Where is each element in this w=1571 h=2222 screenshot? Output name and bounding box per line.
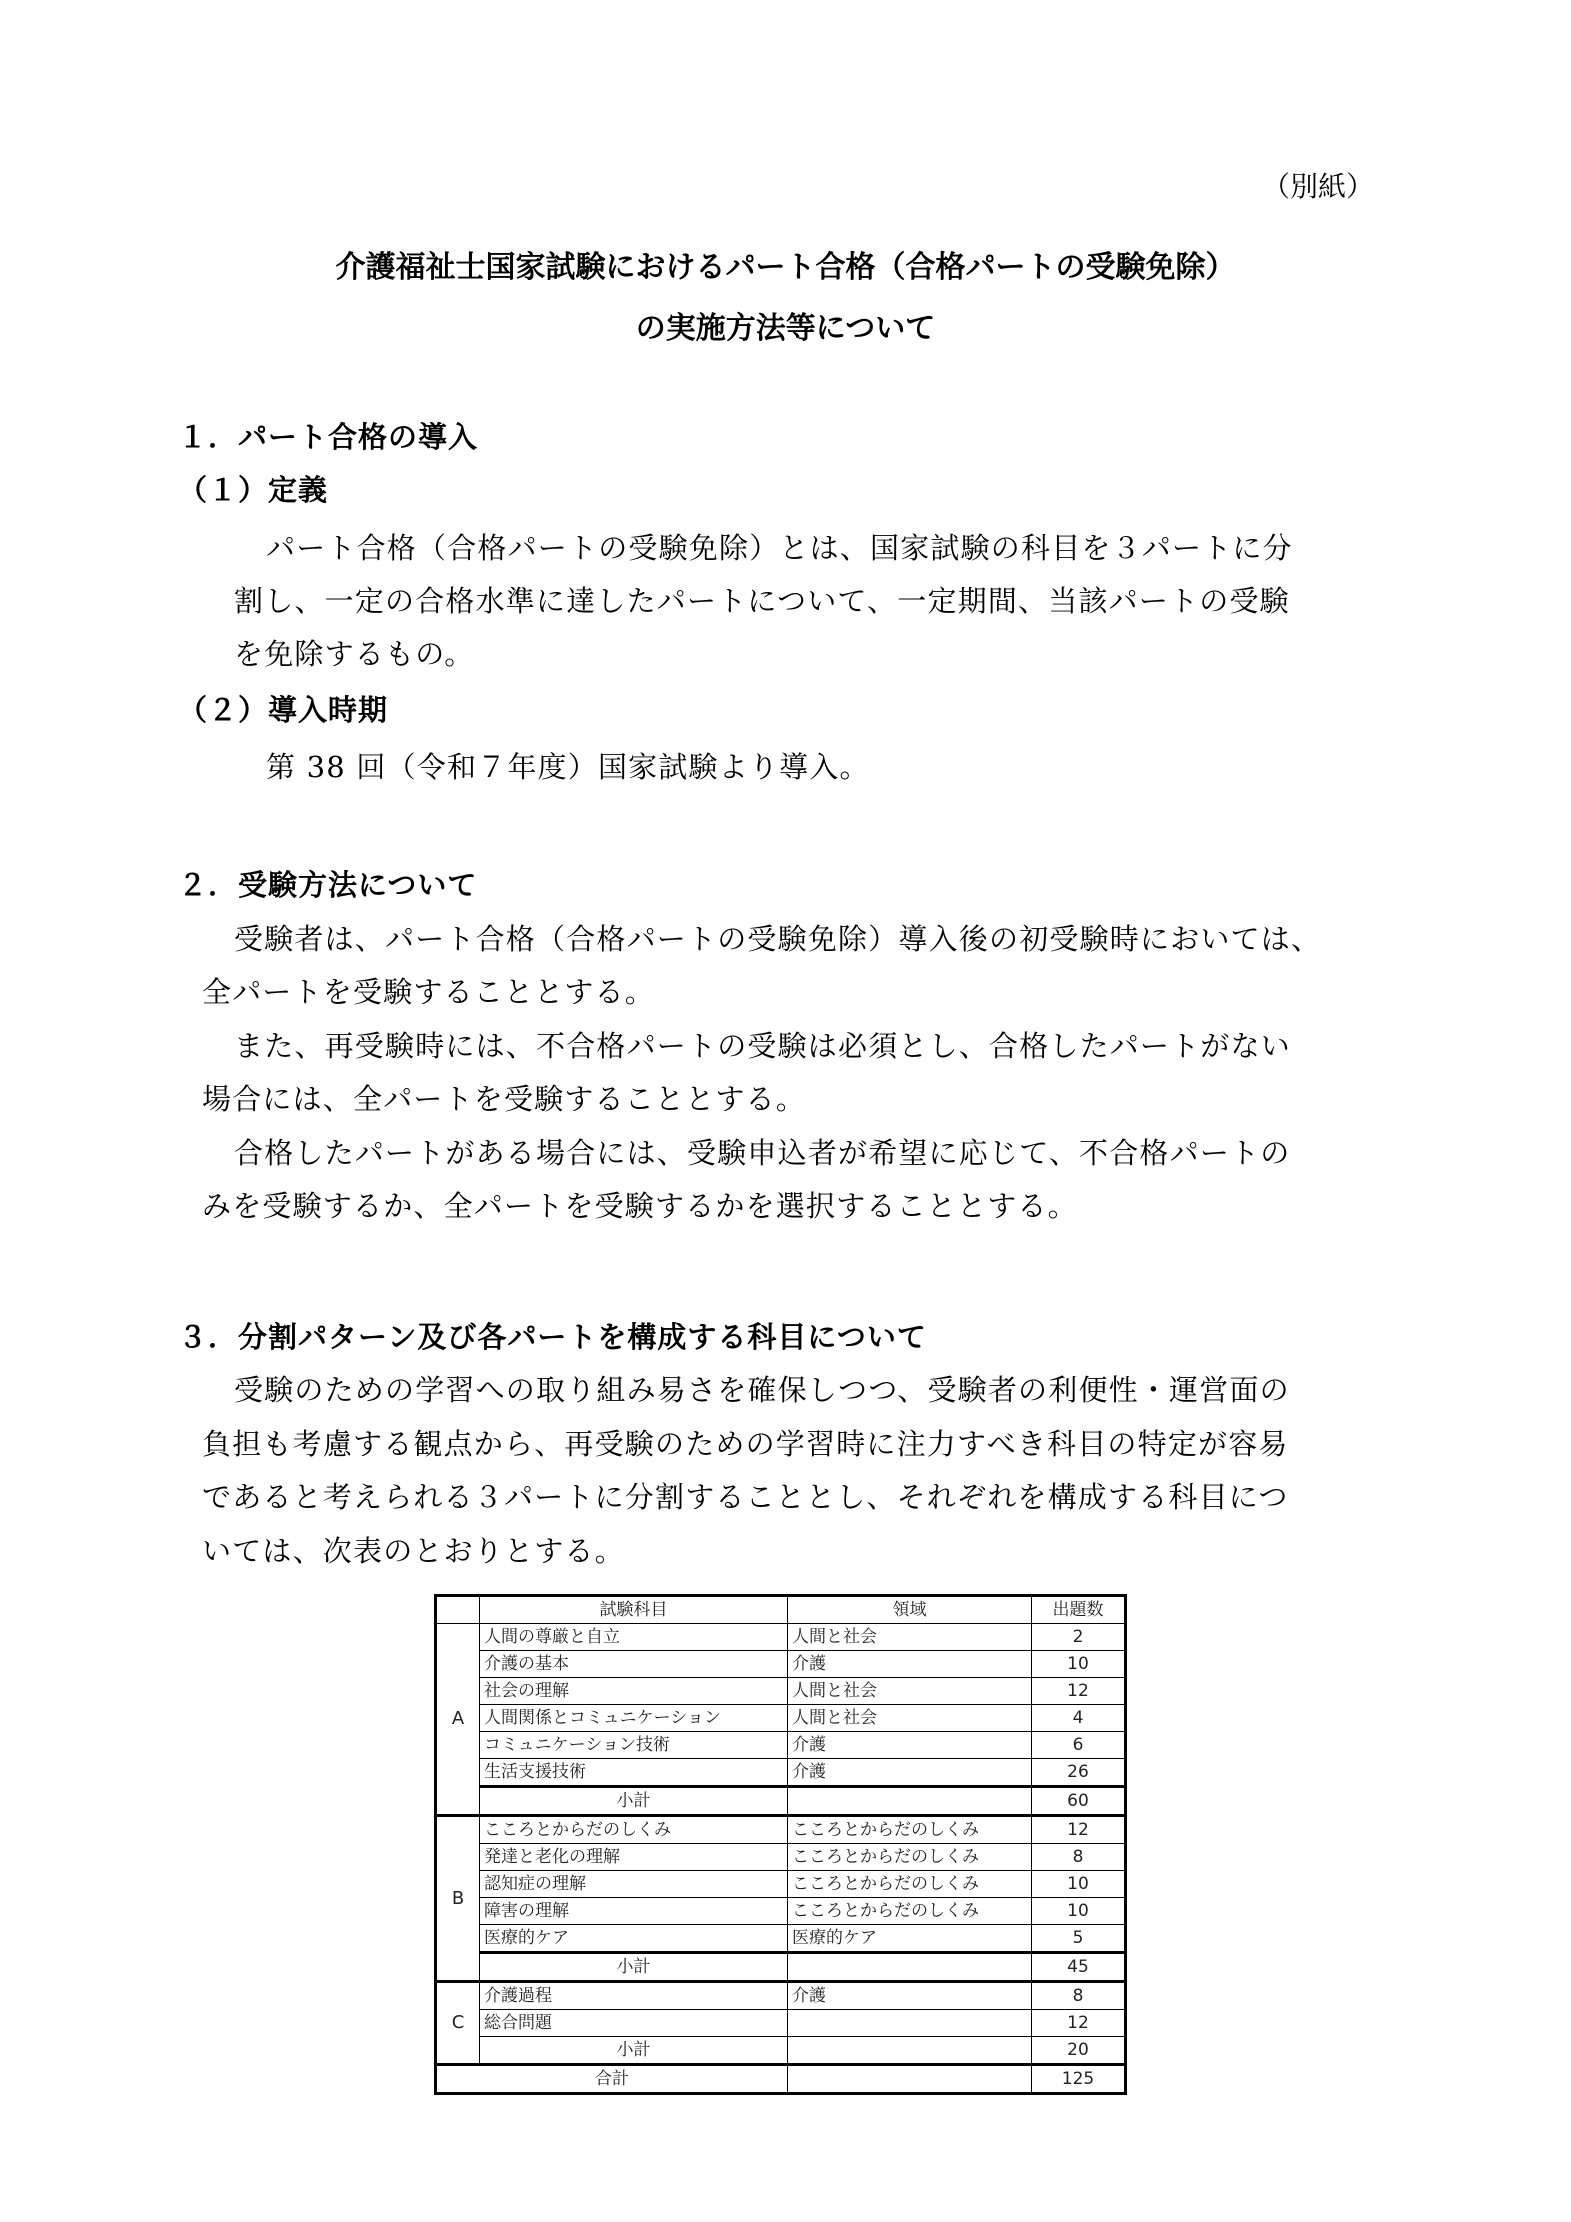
section1-sub2-line: 第 38 回（令和７年度）国家試験より導入。 [266,750,870,784]
total-domain-empty [788,2065,1032,2094]
table-row [436,2010,1126,2037]
subtotal-domain-empty [788,1953,1032,1982]
subject-cell: 介護の基本 [480,1651,788,1678]
header-count: 出題数 [1032,1596,1126,1624]
table-row [436,1925,1126,1953]
section2-line: 場合には、全パートを受験することとする。 [202,1082,807,1116]
table-row [436,1705,1126,1732]
table-row [436,1651,1126,1678]
domain-cell: 人間と社会 [788,1678,1032,1705]
count-cell: 2 [1032,1624,1126,1651]
table-row [436,1844,1126,1871]
section3-line: 負担も考慮する観点から、再受験のための学習時に注力すべき科目の特定が容易 [202,1427,1289,1461]
count-cell: 26 [1032,1759,1126,1787]
subtotal-domain-empty [788,1787,1032,1816]
domain-cell: こころとからだのしくみ [788,1816,1032,1844]
section2-heading: ２．受験方法について [178,868,478,902]
subject-cell: 社会の理解 [480,1678,788,1705]
count-cell: 10 [1032,1871,1126,1898]
annex-label: （別紙） [1262,170,1375,203]
section2-line: また、再受験時には、不合格パートの受験は必須とし、合格したパートがない [234,1029,1292,1063]
section3-line: いては、次表のとおりとする。 [202,1534,625,1568]
header-domain: 領域 [788,1596,1032,1624]
subject-cell: 医療的ケア [480,1925,788,1953]
section1-sub1-line: 割し、一定の合格水準に達したパートについて、一定期間、当該パートの受験 [234,584,1290,618]
table-row [436,1982,1126,2010]
count-cell: 8 [1032,1982,1126,2010]
count-cell: 5 [1032,1925,1126,1953]
subject-cell: 発達と老化の理解 [480,1844,788,1871]
subtotal-row [436,1787,1126,1816]
domain-cell: こころとからだのしくみ [788,1871,1032,1898]
section1-sub1-line: を免除するもの。 [234,637,475,671]
subject-cell: 総合問題 [480,2010,788,2037]
part-label: C [436,1982,480,2065]
part-subjects-table [434,1594,1127,2095]
subject-cell: 生活支援技術 [480,1759,788,1787]
part-label: A [436,1624,480,1816]
total-value: 125 [1032,2065,1126,2094]
section2-line: みを受験するか、全パートを受験するかを選択することとする。 [202,1189,1078,1223]
subject-cell: こころとからだのしくみ [480,1816,788,1844]
header-part [436,1596,480,1624]
subtotal-row [436,1953,1126,1982]
domain-cell: 人間と社会 [788,1705,1032,1732]
table-row [436,1678,1126,1705]
domain-cell: 介護 [788,1982,1032,2010]
subtotal-domain-empty [788,2037,1032,2065]
subtotal-label: 小計 [480,1953,788,1982]
subject-cell: 障害の理解 [480,1898,788,1925]
section3-line: であると考えられる３パートに分割することとし、それぞれを構成する科目につ [202,1480,1289,1514]
subtotal-label: 小計 [480,2037,788,2065]
count-cell: 10 [1032,1651,1126,1678]
count-cell: 10 [1032,1898,1126,1925]
section1-sub1-line: パート合格（合格パートの受験免除）とは、国家試験の科目を３パートに分 [266,531,1293,565]
domain-cell: 介護 [788,1759,1032,1787]
subject-cell: 認知症の理解 [480,1871,788,1898]
table-row [436,1871,1126,1898]
subtotal-label: 小計 [480,1787,788,1816]
subtotal-row [436,2037,1126,2065]
count-cell: 12 [1032,1816,1126,1844]
domain-cell: 人間と社会 [788,1624,1032,1651]
section2-line: 全パートを受験することとする。 [202,975,656,1009]
section3-heading: ３．分割パターン及び各パートを構成する科目について [178,1320,927,1354]
section2-line: 合格したパートがある場合には、受験申込者が希望に応じて、不合格パートの [234,1136,1291,1170]
subject-cell: コミュニケーション技術 [480,1732,788,1759]
count-cell: 12 [1032,2010,1126,2037]
table-row [436,1898,1126,1925]
part-label: B [436,1816,480,1982]
section1-heading: １．パート合格の導入 [178,420,479,454]
subtotal-value: 20 [1032,2037,1126,2065]
domain-cell [788,2010,1032,2037]
subtotal-value: 45 [1032,1953,1126,1982]
subject-cell: 人間関係とコミュニケーション [480,1705,788,1732]
section3-line: 受験のための学習への取り組み易さを確保しつつ、受験者の利便性・運営面の [234,1373,1290,1407]
subject-cell: 介護過程 [480,1982,788,2010]
count-cell: 6 [1032,1732,1126,1759]
section1-sub2-heading: （２）導入時期 [178,693,389,727]
section2-line: 受験者は、パート合格（合格パートの受験免除）導入後の初受験時においては、 [234,922,1322,956]
subject-cell: 人間の尊厳と自立 [480,1624,788,1651]
subtotal-value: 60 [1032,1787,1126,1816]
domain-cell: 介護 [788,1651,1032,1678]
section1-sub1-heading: （１）定義 [178,473,329,507]
table-row [436,1624,1126,1651]
document-title-line2: の実施方法等について [635,311,936,346]
domain-cell: こころとからだのしくみ [788,1898,1032,1925]
count-cell: 12 [1032,1678,1126,1705]
table-row [436,1816,1126,1844]
table-header-row [436,1596,1126,1624]
document-title-line1: 介護福祉士国家試験におけるパート合格（合格パートの受験免除） [335,250,1236,285]
domain-cell: こころとからだのしくみ [788,1844,1032,1871]
domain-cell: 介護 [788,1732,1032,1759]
total-label: 合計 [436,2065,788,2094]
table-row [436,1759,1126,1787]
count-cell: 8 [1032,1844,1126,1871]
domain-cell: 医療的ケア [788,1925,1032,1953]
count-cell: 4 [1032,1705,1126,1732]
header-subject: 試験科目 [480,1596,788,1624]
table-row [436,1732,1126,1759]
total-row [436,2065,1126,2094]
